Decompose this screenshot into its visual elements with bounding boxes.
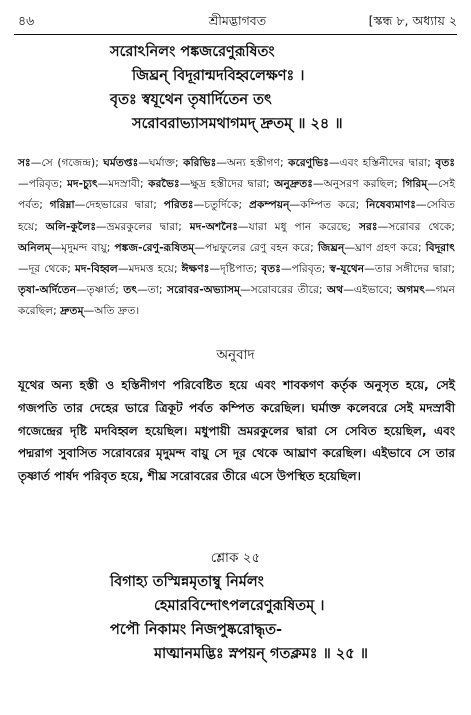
verse-line: সরোবরাভ্যাসমথাগমদ্ দ্রুতম্ ॥ ২৪ ॥ [132,116,343,132]
verse-line: পপৌ নিকামং নিজপুষ্করোদ্ধৃত- [110,622,283,638]
synonym-meaning: দেহভারের দ্বারা [85,198,154,212]
synonym-term: সঃ [18,156,31,169]
synonym-term: করভৈঃ [148,177,180,191]
verse-line: বৃতঃ স্বযূথেন তৃষার্দিতেন তৎ [110,92,272,108]
verse-line: জিঘ্রন্ বিদূরান্মদবিহ্বলেক্ষণঃ । [132,68,305,84]
synonym-term: অনুদ্রুতঃ [274,177,313,191]
synonym-meaning: সেবিত হয়ে [18,198,456,233]
verse-line: সরোঽনিলং পঙ্কজরেণুরূষিতং [110,44,275,60]
synonym-term: মদ-চ্যুৎ [67,177,98,191]
synonym-meaning: মদমত্ত হয়ে [128,262,174,276]
synonym-term: সরঃ [358,219,378,233]
synonym-term: বৃতঃ [435,156,456,169]
synonym-term: পরিতঃ [163,198,194,212]
synonym-term: প্রকম্পয়ন্ [248,198,290,212]
word-for-word-synonyms: সঃ—সে (গজেন্দ্র); ঘর্মতপ্তঃ—ঘর্মাক্ত; করিভিঃ—অন্য হস্তীগণ; করেণুভিঃ—এবং হস্তিনীদের দ্বারা; বৃতঃ—পরিবৃত; মদ-চ্যুৎ—মদস্রাবী; করভৈঃ—ক্ষুদ্র হস্তীদের দ্বারা; অনুদ্রুতঃ—অনুসরণ করছিল; গিরিম্—সেই পর্বত; গরিম্না—দেহভারের দ্বারা; পরিতঃ—চতুর্দিকে; প্রকম্পয়ন্—কম্পিত করে; নিষেব্যমাণঃ—সেবিত হয়ে; অলি-কুলৈঃ—ভ্রমরকুলের দ্বারা; মদ-অশনৈঃ—যারা মধু পান করেছে; সরঃ—সরোবর থেকে; অনিলম্—মৃদুমন্দ বায়ু; পঙ্কজ-রেণু-রূষিতম্—পদ্মফুলের রেণু বহন করে; জিঘ্রন্—ঘ্রাণ গ্রহণ করে; বিদূরাৎ—দূর থেকে; মদ-বিহ্বল—মদমত্ত হয়ে; ঈক্ষণঃ—দৃষ্টিপাত; বৃতঃ—পরিবৃত; স্ব-যূথেন—তার সঙ্গীদের দ্বারা; তৃষা-অর্দিতেন—তৃষ্ণার্ত; তৎ—তা; সরোবর-অভ্যাসম্—সরোবরের তীরে; অথ—এইভাবে; অগমৎ—গমন করেছিল; দ্রুতম্—অতি দ্রুত। [18,156,456,318]
synonym-meaning: তৃষ্ণার্ত [86,283,116,297]
synonym-term: গিরিম্ [402,177,428,191]
synonym-meaning: পরিবৃত [291,262,322,276]
synonym-term: দ্রুতম্ [60,304,84,318]
synonym-meaning: তা [147,283,159,297]
synonym-term: মদ-অশনৈঃ [189,219,238,233]
synonym-meaning: এবং হস্তিনীদের দ্বারা [339,156,428,169]
synonym-meaning: পদ্মফুলের রেণু বহন করে [204,240,311,254]
synonym-term: অগমৎ [397,283,425,297]
synonym-meaning: দূর থেকে [28,262,68,276]
chapter-reference: [স্কন্ধ ৮, অধ্যায় ২ [368,13,457,28]
synonym-meaning: ভ্রমরকুলের দ্বারা [106,219,179,233]
synonym-meaning: অতি দ্রুত [94,304,136,318]
synonym-meaning: মদস্রাবী [108,177,140,191]
page-number: ৪৬ [18,13,35,28]
synonym-term: অনিলম্ [18,240,51,254]
synonym-term: জিঘ্রন্ [317,240,345,254]
synonym-term: করিভিঃ [183,156,217,169]
synonym-meaning: এইভাবে [353,283,389,297]
synonym-term: অলি-কুলৈঃ [45,219,97,233]
verse-line: বিগাহ্য তস্মিন্নমৃতাম্বু নির্মলং [110,574,264,590]
synonym-meaning: ঘ্রাণ গ্রহণ করে [355,240,418,254]
synonym-term: নিষেব্যমাণঃ [366,198,416,212]
synonym-term: তৎ [123,283,138,297]
synonym-meaning: ক্ষুদ্র হস্তীদের দ্বারা [190,177,266,191]
verse-25-heading: শ্লোক ২৫ [210,550,261,566]
synonym-term: স্ব-যূথেন [329,262,365,276]
synonym-meaning: সে (গজেন্দ্র) [41,156,96,169]
synonym-term: ঘর্মতপ্তঃ [103,156,139,169]
translation-text: যূথের অন্য হস্তী ও হস্তিনীগণ পরিবেষ্টিত হয়ে এবং শাবকগণ কর্তৃক অনুসৃত হয়ে, সেই গজপতি তার দেহের ভারে ত্রিকূট পর্বত কম্পিত করেছিল। ঘর্মাক্ত কলেবরে সেই মদস্রাবী গজেন্দ্রের দৃষ্টি মদবিহ্বল হয়েছিল। মধুপায়ী ভ্রমরকুলের দ্বারা সে সেবিত হয়েছিল, এবং পদ্মরাগ সুবাসিত সরোবরের মৃদুমন্দ বায়ু সে দূর থেকে আঘ্রাণ করেছিল। এইভাবে সে তার তৃষ্ণার্ত পার্ষদ পরিবৃত হয়ে, শীঘ্র সরোবরের তীরে এসে উপস্থিত হয়েছিল। [18,378,455,484]
synonym-term: অথ [327,283,344,297]
synonym-meaning: তার সঙ্গীদের দ্বারা [374,262,452,276]
synonym-term: বিদূরাৎ [425,240,455,254]
synonym-meaning: অন্য হস্তীগণ [226,156,281,169]
synonym-meaning: সরোবর থেকে [388,219,452,233]
verse-line: হেমারবিন্দোৎপলরেণুরূষিতম্ । [154,598,325,614]
synonym-meaning: গমন করেছিল [18,283,456,318]
synonym-term: করেণুভিঃ [288,156,329,169]
page-header [18,8,457,34]
synonym-meaning: পরিবৃত [28,177,59,191]
synonym-term: সরোবর-অভ্যাসম্ [167,283,241,297]
translation-heading: অনুবাদ [216,347,255,363]
synonym-meaning: ঘর্মাক্ত [149,156,176,169]
verse-line: মাত্মানমদ্ভিঃ স্নপয়ন্ গতক্লমঃ ॥ ২৫ ॥ [154,646,368,662]
synonym-term: গরিম্না [49,198,75,212]
synonym-meaning: সেই পর্বত [18,177,455,212]
synonym-meaning: কম্পিত করে [300,198,356,212]
synonym-meaning: অনুসরণ করছিল [323,177,395,191]
synonym-term: তৃষা-অর্দিতেন [18,283,77,297]
synonym-meaning: দৃষ্টিপাত [220,262,254,276]
book-title: শ্রীমদ্ভাগবত [208,13,267,28]
synonym-meaning: যারা মধু পান করেছে [248,219,348,233]
synonym-term: মদ-বিহ্বল [74,262,118,276]
synonym-term: পঙ্কজ-রেণু-রূষিতম্ [114,240,195,254]
synonym-term: ঈক্ষণঃ [181,262,210,276]
synonym-term: বৃতঃ [261,262,281,276]
synonym-meaning: মৃদুমন্দ বায়ু [61,240,107,254]
synonym-meaning: সরোবরের তীরে [250,283,319,297]
synonym-meaning: চতুর্দিকে [204,198,239,212]
header-divider [14,34,457,35]
